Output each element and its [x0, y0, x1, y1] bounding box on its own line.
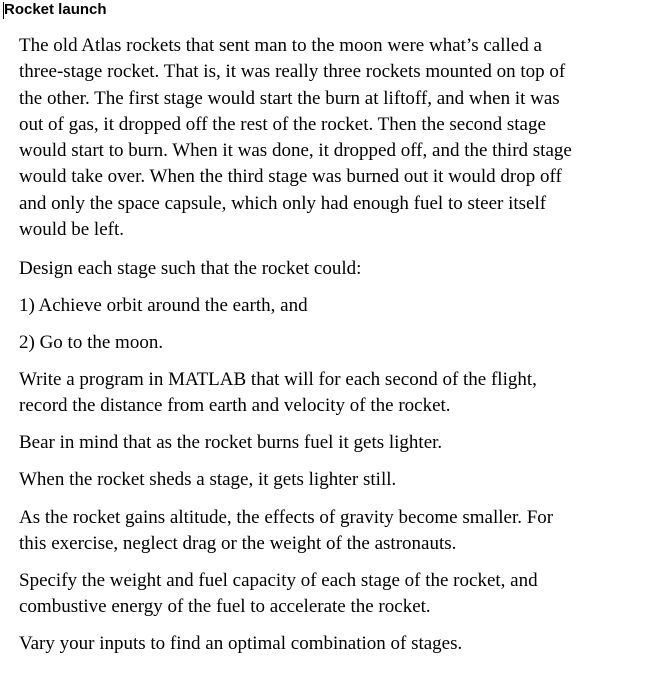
text-line: three-stage rocket. That is, it was really three rockets mounted on top of — [19, 61, 566, 83]
paragraph-stage-shed — [19, 467, 649, 493]
text-line: record the distance from earth and velocity of the rocket. — [19, 395, 451, 417]
text-line: the other. The first stage would start the burn at liftoff, and when it was — [19, 87, 560, 109]
text-line: Vary your inputs to find an optimal combination of stages. — [19, 633, 463, 654]
text-line: The old Atlas rockets that sent man to the moon were what’s called a — [19, 35, 542, 56]
text-line: out of gas, it dropped off the rest of the rocket. Then the second stage — [19, 113, 546, 135]
text-line: would be left. — [19, 219, 125, 241]
paragraph-gravity — [19, 505, 649, 558]
text-line: Write a program in MATLAB that will for each second of the flight, — [19, 369, 537, 390]
document-title: Rocket launch — [4, 1, 107, 18]
list-item-moon — [19, 330, 649, 356]
paragraph-design — [19, 256, 649, 282]
text-line: As the rocket gains altitude, the effects of gravity become smaller. For — [19, 507, 554, 528]
text-line: Design each stage such that the rocket could: — [19, 258, 362, 279]
text-line: 2) Go to the moon. — [19, 332, 164, 353]
text-line: and only the space capsule, which only had enough fuel to steer itself — [19, 192, 547, 214]
text-line: this exercise, neglect drag or the weight of the astronauts. — [19, 533, 457, 555]
text-line: 1) Achieve orbit around the earth, and — [19, 295, 308, 316]
paragraph-intro — [19, 33, 649, 243]
paragraph-specify — [19, 568, 649, 621]
text-line: Bear in mind that as the rocket burns fuel it gets lighter. — [19, 432, 443, 453]
paragraph-program — [19, 367, 649, 420]
text-line: would start to burn. When it was done, it dropped off, and the third stage — [19, 140, 572, 162]
paragraph-fuel — [19, 430, 649, 456]
text-line: combustive energy of the fuel to accelerate the rocket. — [19, 596, 431, 618]
text-line: would take over. When the third stage was burned out it would drop off — [19, 166, 562, 188]
paragraph-vary — [19, 631, 649, 657]
text-line: Specify the weight and fuel capacity of each stage of the rocket, and — [19, 570, 538, 591]
list-item-orbit — [19, 293, 649, 319]
text-line: When the rocket sheds a stage, it gets lighter still. — [19, 469, 397, 490]
